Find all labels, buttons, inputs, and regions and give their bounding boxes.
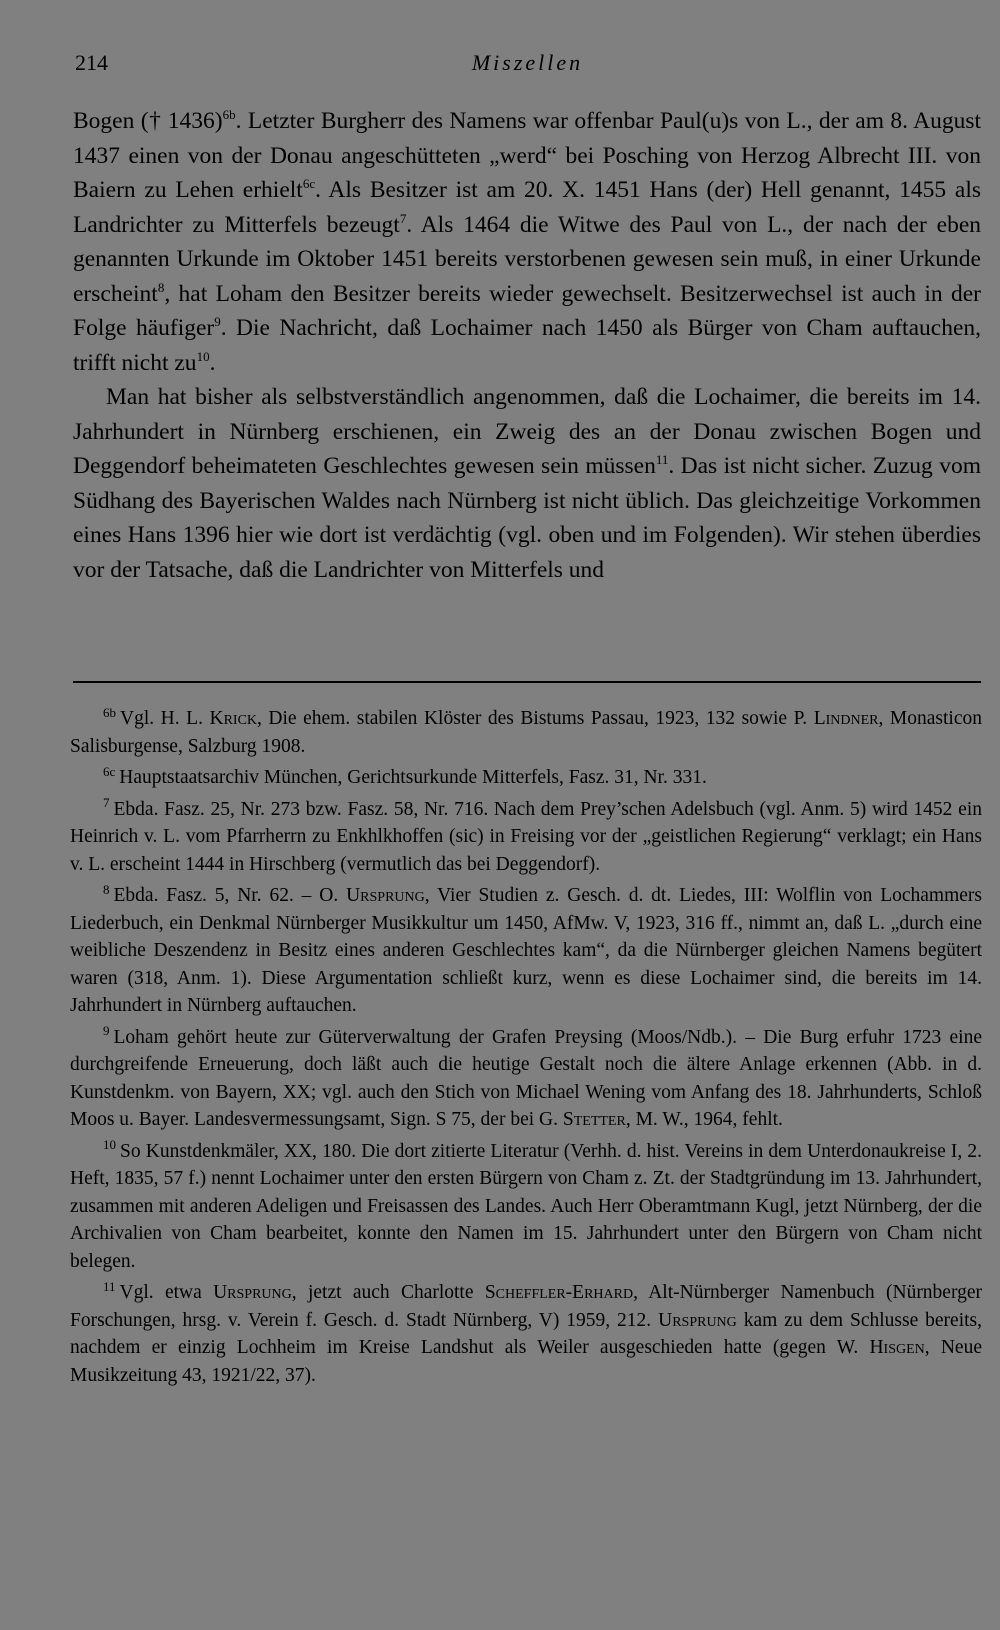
footnote-ref-6b: 6b [222,107,236,123]
author-name: Stetter [562,1109,626,1130]
footnote-ref-8: 8 [157,279,165,295]
footnote-number: 8 [103,881,110,897]
author-name: Ursprung [213,1282,292,1303]
text-run: , jetzt auch Charlotte [291,1282,485,1303]
footnote-number: 7 [103,795,110,810]
text-run: Loham gehört heute zur Güterverwaltung der Grafen Preysing (Moos/Ndb.). – Die Burg erfuhr 1723 eine durchgreifende Erneuerung, doch läßt auch die heutige Gestalt noch die ältere Anlage erkennen (Abb. in d. Kunstdenkm. von Bayern, XX; vgl. auch den Stich von Michael Wening vom Anfang des 18. Jahrhunderts, Schloß Moos u. Bayer. Landesvermessungsamt, Sign. S 75, der bei G. [70,1026,982,1130]
text-run: , Alt-Nürnberger Namenbuch (Nürnberger Forschungen, hrsg. v. Verein f. Gesch. d. Stadt Nürnberg, V) 1959, 212. [70,1282,983,1331]
page-number: 214 [75,50,108,75]
footnotes [70,705,982,1393]
paragraph-2 [73,380,981,587]
text-run: , Vier Studien z. Gesch. d. dt. Liedes, III: Wolflin von Lochammers Liederbuch, ein Denkmal Nürnberger Musikkultur um 1450, AfMw. V, 1923, 316 ff., nimmt an, daß L. „durch eine weibliche Deszendenz in Besitz eines anderen Geschlechtes kam“, da die Nürnberger gleichen Namens begütert waren (318, Anm. 1). Diese Argumentation schließt kurz, wenn es diese Lochaimer sind, die bereits im 14. Jahrhundert in Nürnberg auftauchen. [70,885,982,1016]
text-run: . [209,349,216,376]
text-run: . Die Nachricht, daß Lochaimer nach 1450 als Bürger von Cham auftauchen, trifft nicht zu [73,315,982,376]
text-run: . Als Besitzer ist am 20. X. 1451 Hans (der) Hell genannt, 1455 als Landrichter zu Mitterfels bezeugt [73,177,981,238]
text-run: kam zu dem Schlusse bereits, nachdem er einzig Lochheim im Kreise Landshut als Weiler ausgeschieden hatte (gegen W. [70,1309,983,1358]
footnote-10 [70,1138,982,1276]
text-run: Hauptstaatsarchiv München, Gerichtsurkunde Mitterfels, Fasz. 31, Nr. 331. [119,767,707,788]
author-name: Lindner [813,708,879,729]
text-run: , Neue Musikzeitung 43, 1921/22, 37). [70,1337,982,1386]
footnote-7 [70,796,982,879]
text-run: Vgl. H. L. [120,708,210,729]
footnote-ref-9: 9 [214,314,221,330]
footnote-number: 6c [103,763,116,779]
main-text [73,104,981,587]
text-run: Ebda. Fasz. 25, Nr. 273 bzw. Fasz. 58, Nr. 716. Nach dem Prey’schen Adelsbuch (vgl. Anm. 5) wird 1452 ein Heinrich v. L. vom Pfarrherrn zu Enkhlkhoffen (sic) in Freising vor der „geistlichen Regierung“ verklagt; ein Hans v. L. erscheint 1444 in Hirschberg (vermutlich das bei Deggendorf). [70,798,982,875]
text-run: . Das ist nicht sicher. Zuzug vom Südhang des Bayerischen Waldes nach Nürnberg ist nicht üblich. Das gleichzeitige Vorkommen eines Hans 1396 hier wie dort ist verdächtig (vgl. oben und im Folgenden). Wir stehen überdies vor der Tatsache, daß die Landrichter von Mitterfels und [73,453,981,583]
footnote-number: 10 [103,1137,116,1152]
text-run: Bogen († 1436) [73,108,223,134]
footnote-11 [70,1279,982,1389]
text-run: , M. W., 1964, fehlt. [625,1109,783,1130]
text-run: Man hat bisher als selbstverständlich angenommen, daß die Lochaimer, die bereits im 14. Jahrhundert in Nürnberg erschienen, ein Zweig des an der Donau zwischen Bogen und Deggendorf beheimateten Geschlechtes gewesen sein müssen [73,384,981,479]
footnote-9 [70,1024,982,1134]
footnote-8 [70,882,982,1020]
text-run: So Kunstdenkmäler, XX, 180. Die dort zitierte Literatur (Verhh. d. hist. Vereins in dem Unterdonaukreise I, 2. Heft, 1835, 57 f.) nennt Lochaimer unter den ersten Bürgern von Cham z. Zt. der Stadtgründung im 13. Jahrhundert, zusammen mit anderen Adeligen und Freisassen des Landes. Auch Herr Oberamtmann Kugl, jetzt Nürnberg, der die Archivalien von Cham bearbeitet, konnte den Namen im 15. Jahrhundert unter den Bürgern von Cham nicht belegen. [70,1140,982,1272]
text-run: , hat Loham den Besitzer bereits wieder gewechselt. Besitzerwechsel ist auch in der Folge häufiger [73,280,981,341]
footnote-separator [73,681,981,683]
running-title: Miszellen [471,50,584,75]
footnote-ref-7: 7 [399,210,407,226]
page-header [75,50,980,80]
author-name: Scheffler-Erhard [484,1282,634,1303]
footnote-6c [70,764,982,792]
author-name: Hisgen [869,1337,925,1358]
footnote-ref-11: 11 [655,452,669,468]
text-run: Ebda. Fasz. 5, Nr. 62. – O. [113,885,347,906]
text-run: . Letzter Burgherr des Namens war offenbar Paul(u)s von L., der am 8. August 1437 einen von der Donau angeschütteten „werd“ bei Posching von Herzog Albrecht III. von Baiern zu Lehen erhielt [73,108,982,203]
footnote-number: 9 [103,1023,110,1038]
author-name: Krick [209,708,258,729]
footnote-number: 11 [103,1278,116,1294]
text-run: , Die ehem. stabilen Klöster des Bistums Passau, 1923, 132 sowie P. [257,708,814,729]
footnote-number: 6b [103,704,116,720]
footnote-ref-6c: 6c [302,176,316,192]
footnote-ref-10: 10 [196,348,210,364]
paragraph-1 [73,104,981,380]
text-run: Vgl. etwa [119,1282,214,1303]
footnote-6b [70,705,982,760]
author-name: Ursprung [658,1309,737,1331]
text-run: , Monasticon Salisburgense, Salzburg 1908. [70,708,982,757]
author-name: Ursprung [346,885,425,906]
text-run: . Als 1464 die Witwe des Paul von L., der nach der eben genannten Urkunde im Oktober 1451 bereits verstorbenen gewesen sein muß, in einer Urkunde erscheint [73,211,981,307]
